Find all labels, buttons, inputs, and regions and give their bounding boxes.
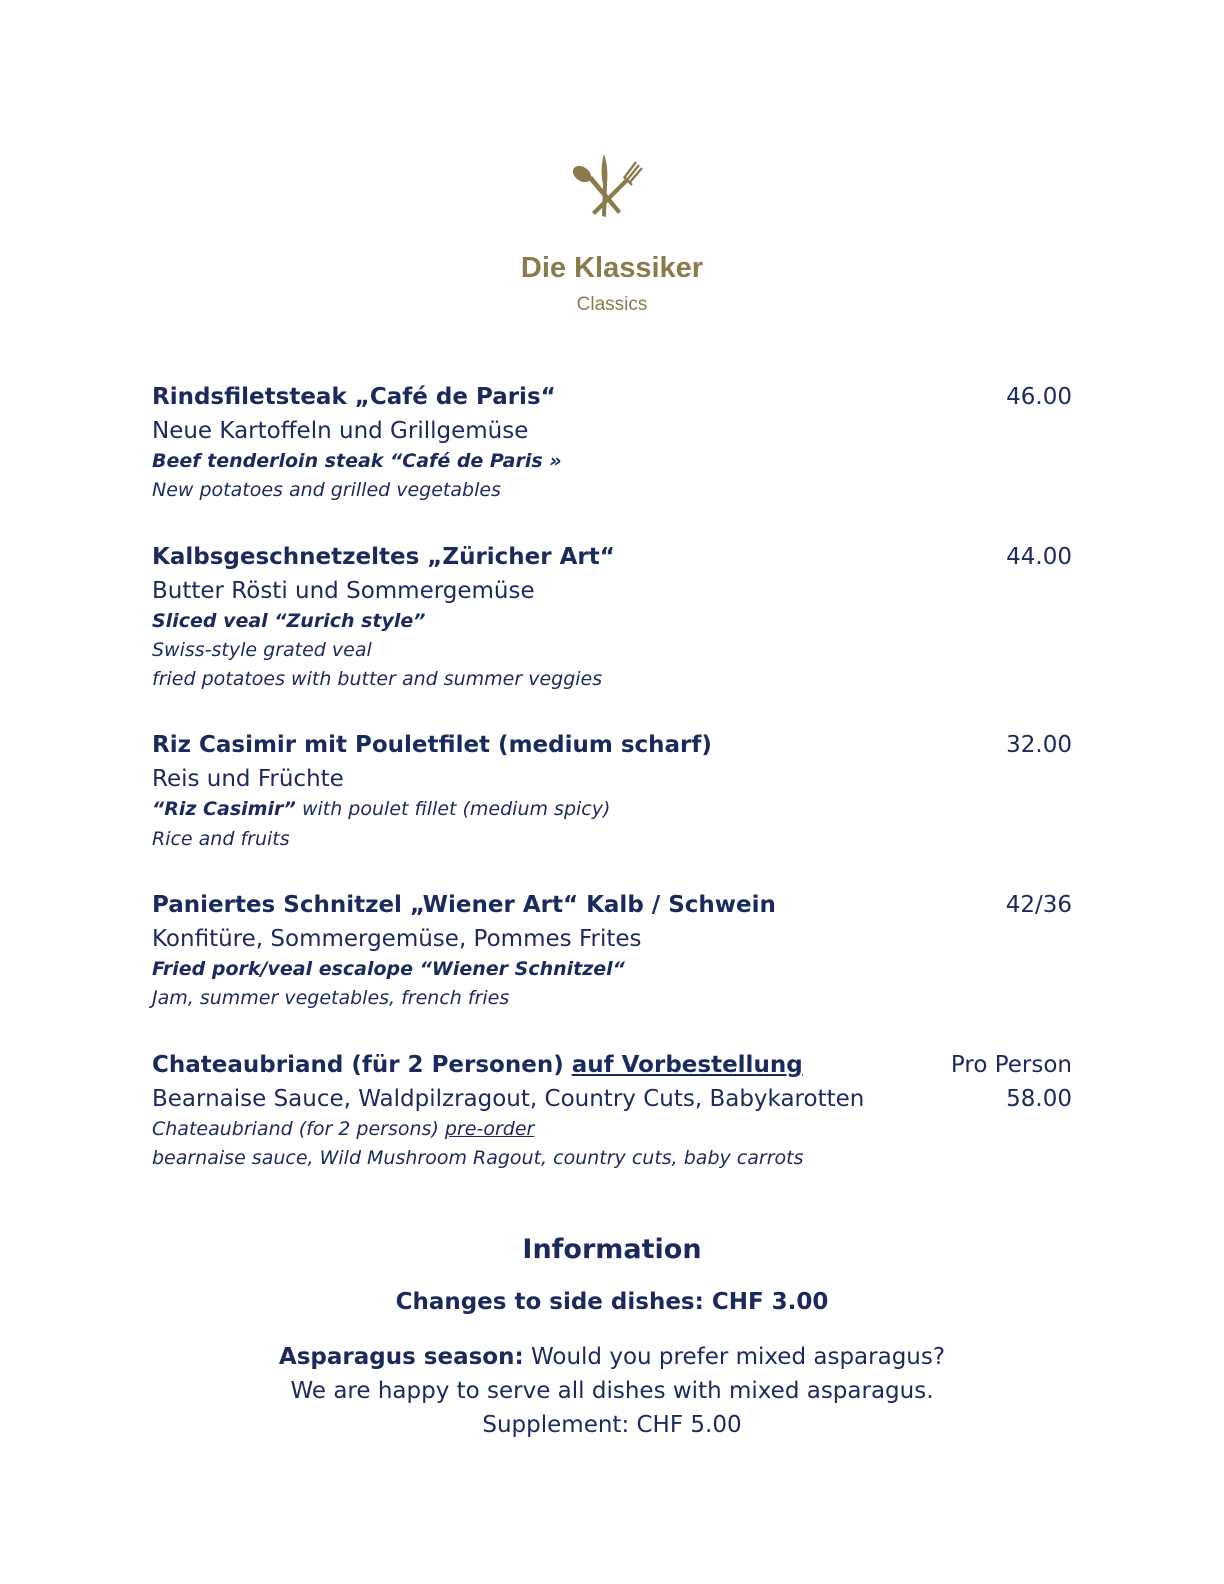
dish-description-en: bearnaise sauce, Wild Mushroom Ragout, country cuts, baby carrots <box>152 1147 804 1169</box>
menu-item <box>152 546 1072 699</box>
dish-description-en: Swiss-style grated veal <box>152 639 372 661</box>
dish-name-en: Fried pork/veal escalope “Wiener Schnitzel“ <box>152 958 625 980</box>
dish-description-de: Neue Kartoffeln und Grillgemüse <box>152 418 529 444</box>
dish-price <box>1006 894 1072 928</box>
dish-name-en: Sliced veal “Zurich style” <box>152 610 426 632</box>
dish-name-en <box>152 800 1072 830</box>
dish-name-de <box>152 1054 1072 1088</box>
price-value: 46.00 <box>1006 384 1072 410</box>
dish-description-de: Reis und Früchte <box>152 766 344 792</box>
asparagus-note <box>0 1340 1224 1442</box>
dish-description-en: fried potatoes with butter and summer veggies <box>152 668 603 690</box>
dish-description-de: Konfitüre, Sommergemüse, Pommes Frites <box>152 926 642 952</box>
price-value: 42/36 <box>1005 892 1072 918</box>
menu-item <box>152 894 1072 1018</box>
price-value: 58.00 <box>1006 1086 1072 1112</box>
menu-item <box>152 734 1072 859</box>
cutlery-icon <box>566 150 646 222</box>
dish-price <box>1006 734 1072 768</box>
preorder-note-en: pre-order <box>444 1118 535 1140</box>
page-subtitle: Classics <box>576 294 648 315</box>
menu-item <box>152 386 1072 510</box>
dish-description-en: Rice and fruits <box>152 828 290 850</box>
page-title: Die Klassiker <box>520 252 704 284</box>
dish-name-en-plain: Chateaubriand (for 2 persons) <box>152 1118 445 1140</box>
price-label: Pro Person <box>950 1052 1072 1078</box>
price-value: 32.00 <box>1006 732 1072 758</box>
dish-name-en-bold: “Riz Casimir” <box>152 798 296 820</box>
dish-description-de: Bearnaise Sauce, Waldpilzragout, Country Cuts, Babykarotten <box>152 1086 865 1112</box>
dish-description-en: New potatoes and grilled vegetables <box>152 479 501 501</box>
asparagus-label: Asparagus season: <box>278 1344 524 1370</box>
information-heading: Information <box>522 1234 702 1265</box>
dish-name-de: Rindsfiletsteak „Café de Paris“ <box>152 384 556 410</box>
dish-name-de: Kalbsgeschnetzeltes „Züricher Art“ <box>152 544 615 570</box>
side-dish-changes-note: Changes to side dishes: CHF 3.00 <box>395 1289 829 1315</box>
dish-name-en <box>152 1120 1072 1149</box>
dish-name-de: Riz Casimir mit Pouletfilet (medium scharf) <box>152 732 712 758</box>
asparagus-line-3: Supplement: CHF 5.00 <box>482 1412 742 1438</box>
asparagus-line-1: Would you prefer mixed asparagus? <box>523 1344 946 1370</box>
dish-description-de: Butter Rösti und Sommergemüse <box>152 578 535 604</box>
asparagus-line-2: We are happy to serve all dishes with mixed asparagus. <box>290 1378 934 1404</box>
menu-item <box>152 1054 1072 1178</box>
dish-name-en-rest: with poulet fillet (medium spicy) <box>295 798 611 820</box>
dish-price <box>1006 386 1072 420</box>
dish-name-de-plain: Chateaubriand (für 2 Personen) <box>152 1052 572 1078</box>
price-value: 44.00 <box>1006 544 1072 570</box>
dish-price <box>951 1054 1072 1122</box>
dish-price <box>1006 546 1072 580</box>
dish-name-en: Beef tenderloin steak “Café de Paris » <box>152 450 562 472</box>
preorder-note-de: auf Vorbestellung <box>571 1052 803 1078</box>
dish-name-de: Paniertes Schnitzel „Wiener Art“ Kalb / Schwein <box>152 892 776 918</box>
dish-description-en: Jam, summer vegetables, french fries <box>152 987 510 1009</box>
